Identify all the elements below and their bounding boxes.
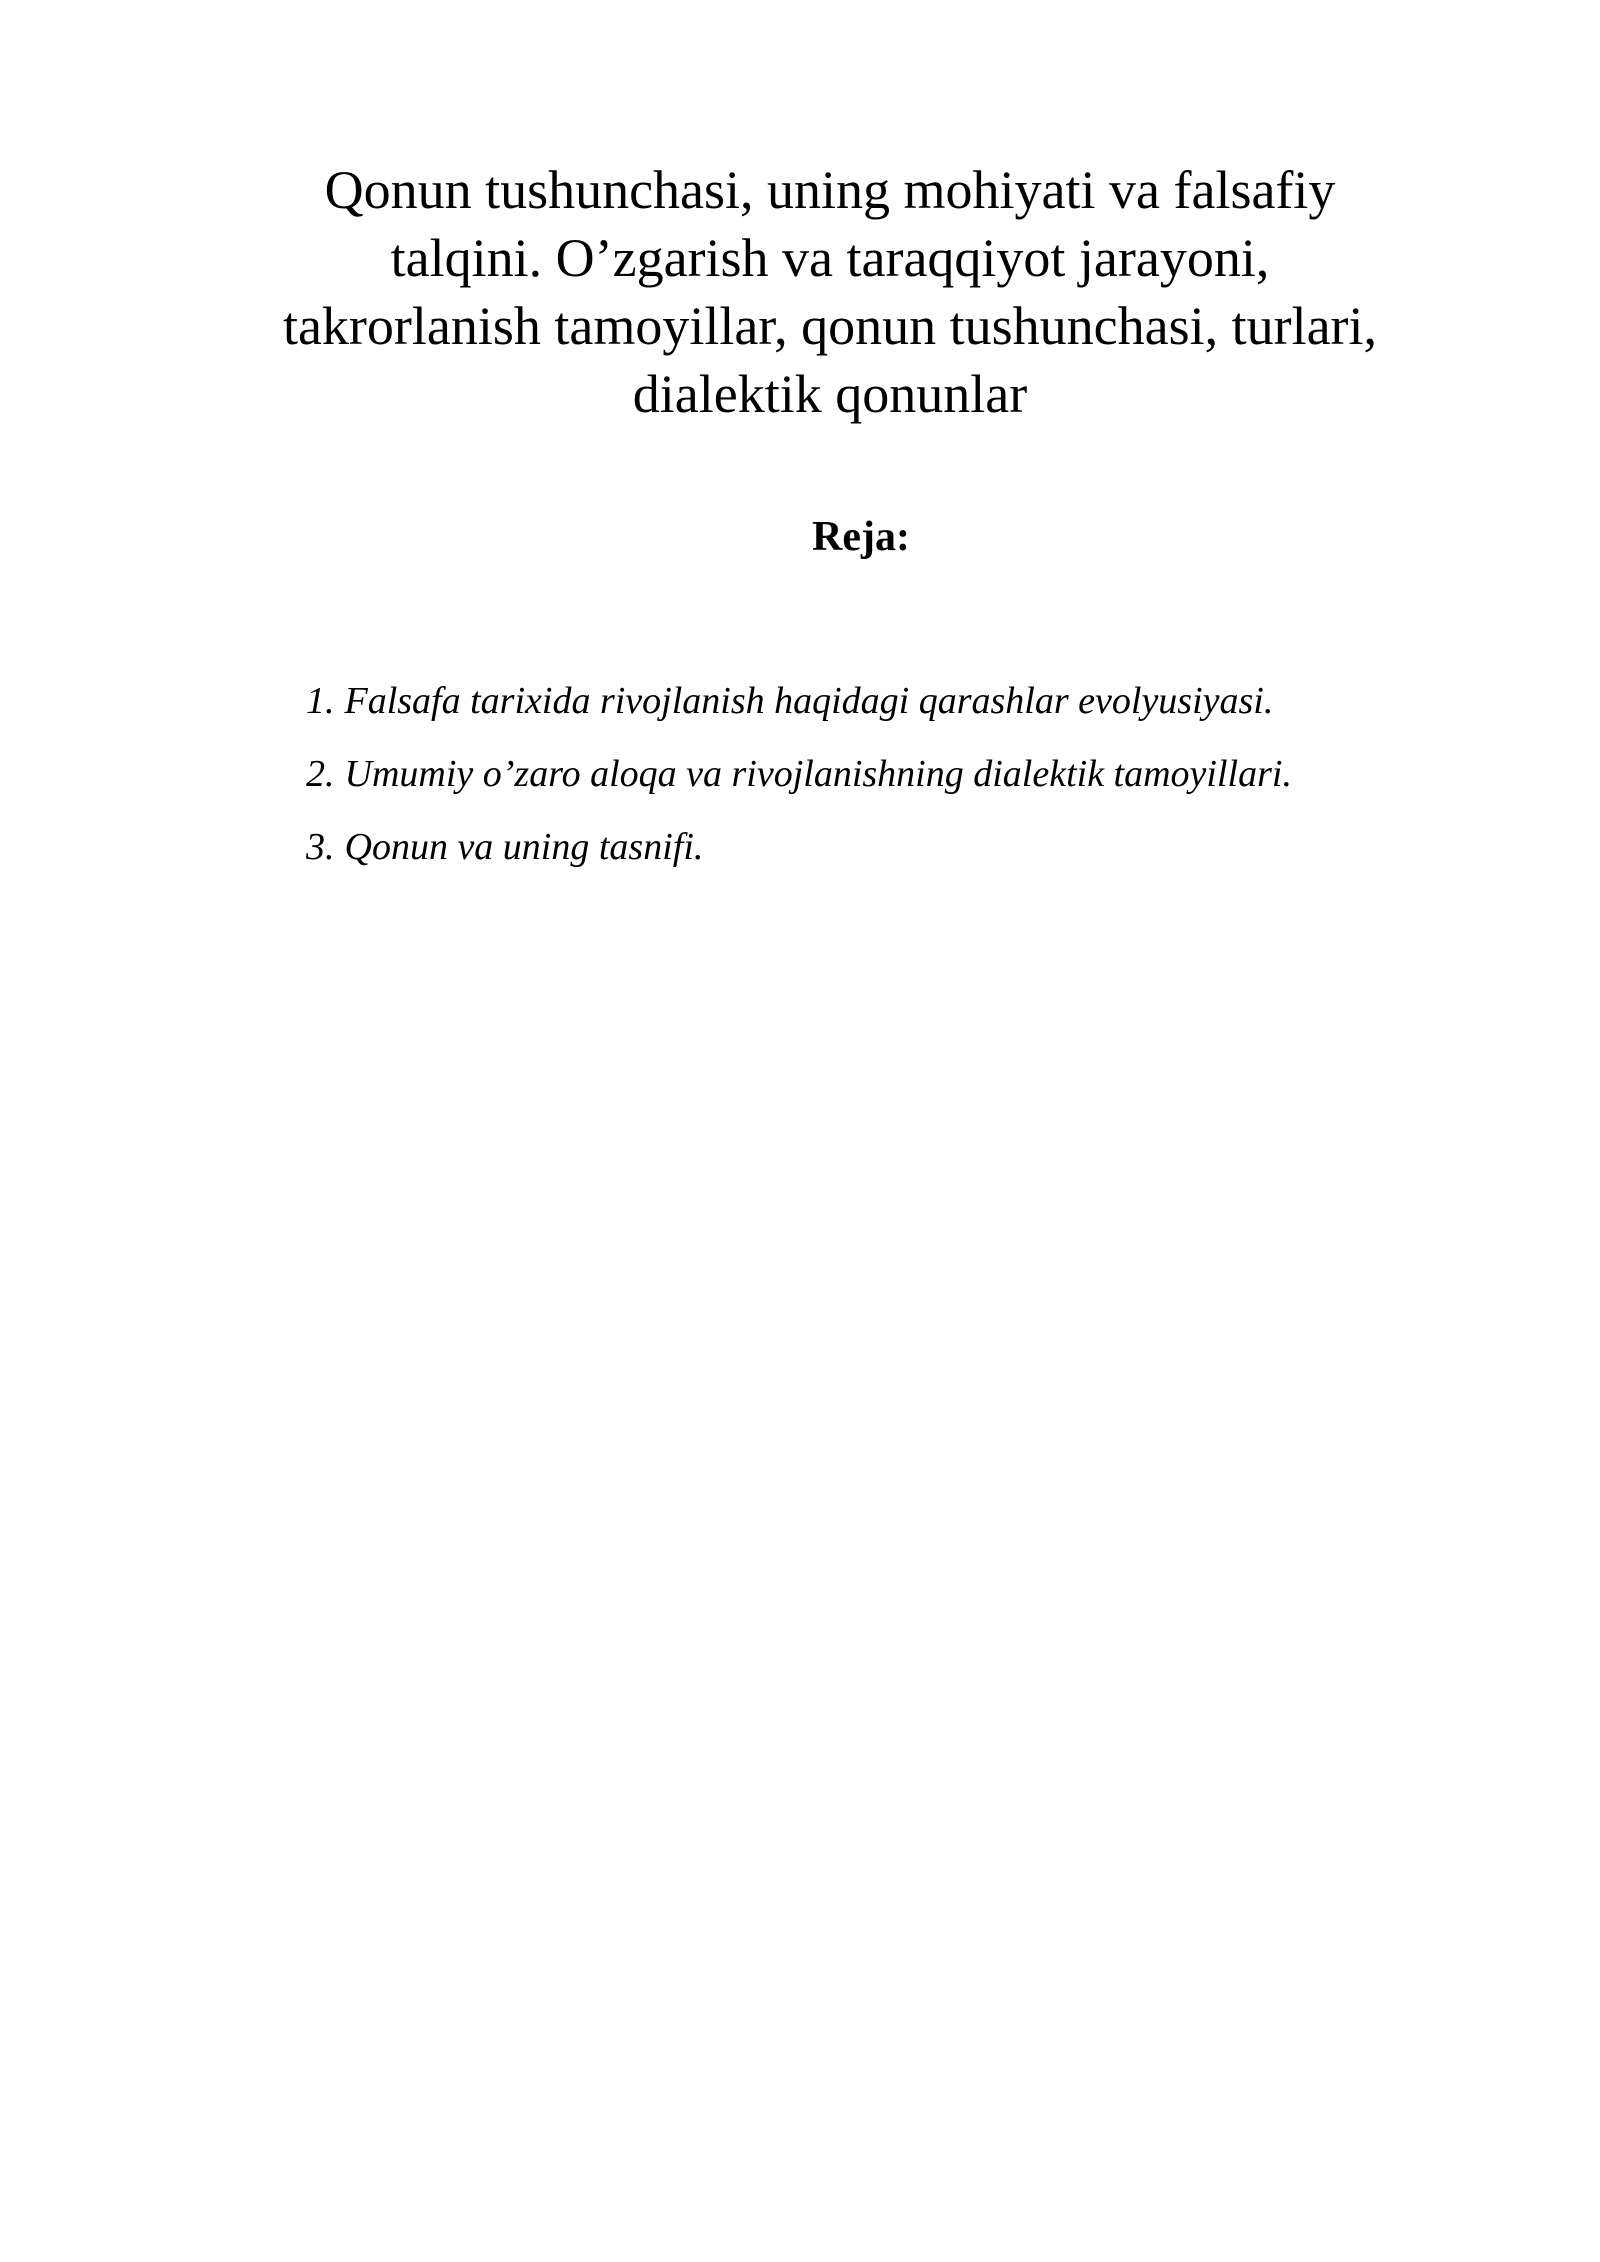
title-line-3: takrorlanish tamoyillar, qonun tushunchasi, turlari, (282, 296, 1378, 356)
plan-item-text: Falsafa tarixida rivojlanish haqidagi qarashlar evolyusiyasi. (344, 680, 1274, 722)
plan-item-1 (306, 676, 1292, 726)
plan-item-text: Umumiy o’zaro aloqa va rivojlanishning dialektik tamoyillari. (344, 753, 1292, 795)
title-line-4: dialektik qonunlar (632, 364, 1028, 424)
plan-heading: Reja: (812, 514, 910, 560)
title-line-2: talqini. O’zgarish va taraqqiyot jarayoni, (390, 228, 1270, 288)
document-title (230, 156, 1430, 428)
plan-item-2 (306, 749, 1292, 799)
plan-item-text: Qonun va uning tasnifi. (344, 826, 704, 868)
plan-list (306, 676, 1292, 895)
plan-item-3 (306, 822, 1292, 872)
plan-item-number: 1. (306, 680, 335, 722)
plan-item-number: 2. (306, 753, 335, 795)
plan-item-number: 3. (306, 826, 335, 868)
title-line-1: Qonun tushunchasi, uning mohiyati va falsafiy (324, 160, 1336, 220)
